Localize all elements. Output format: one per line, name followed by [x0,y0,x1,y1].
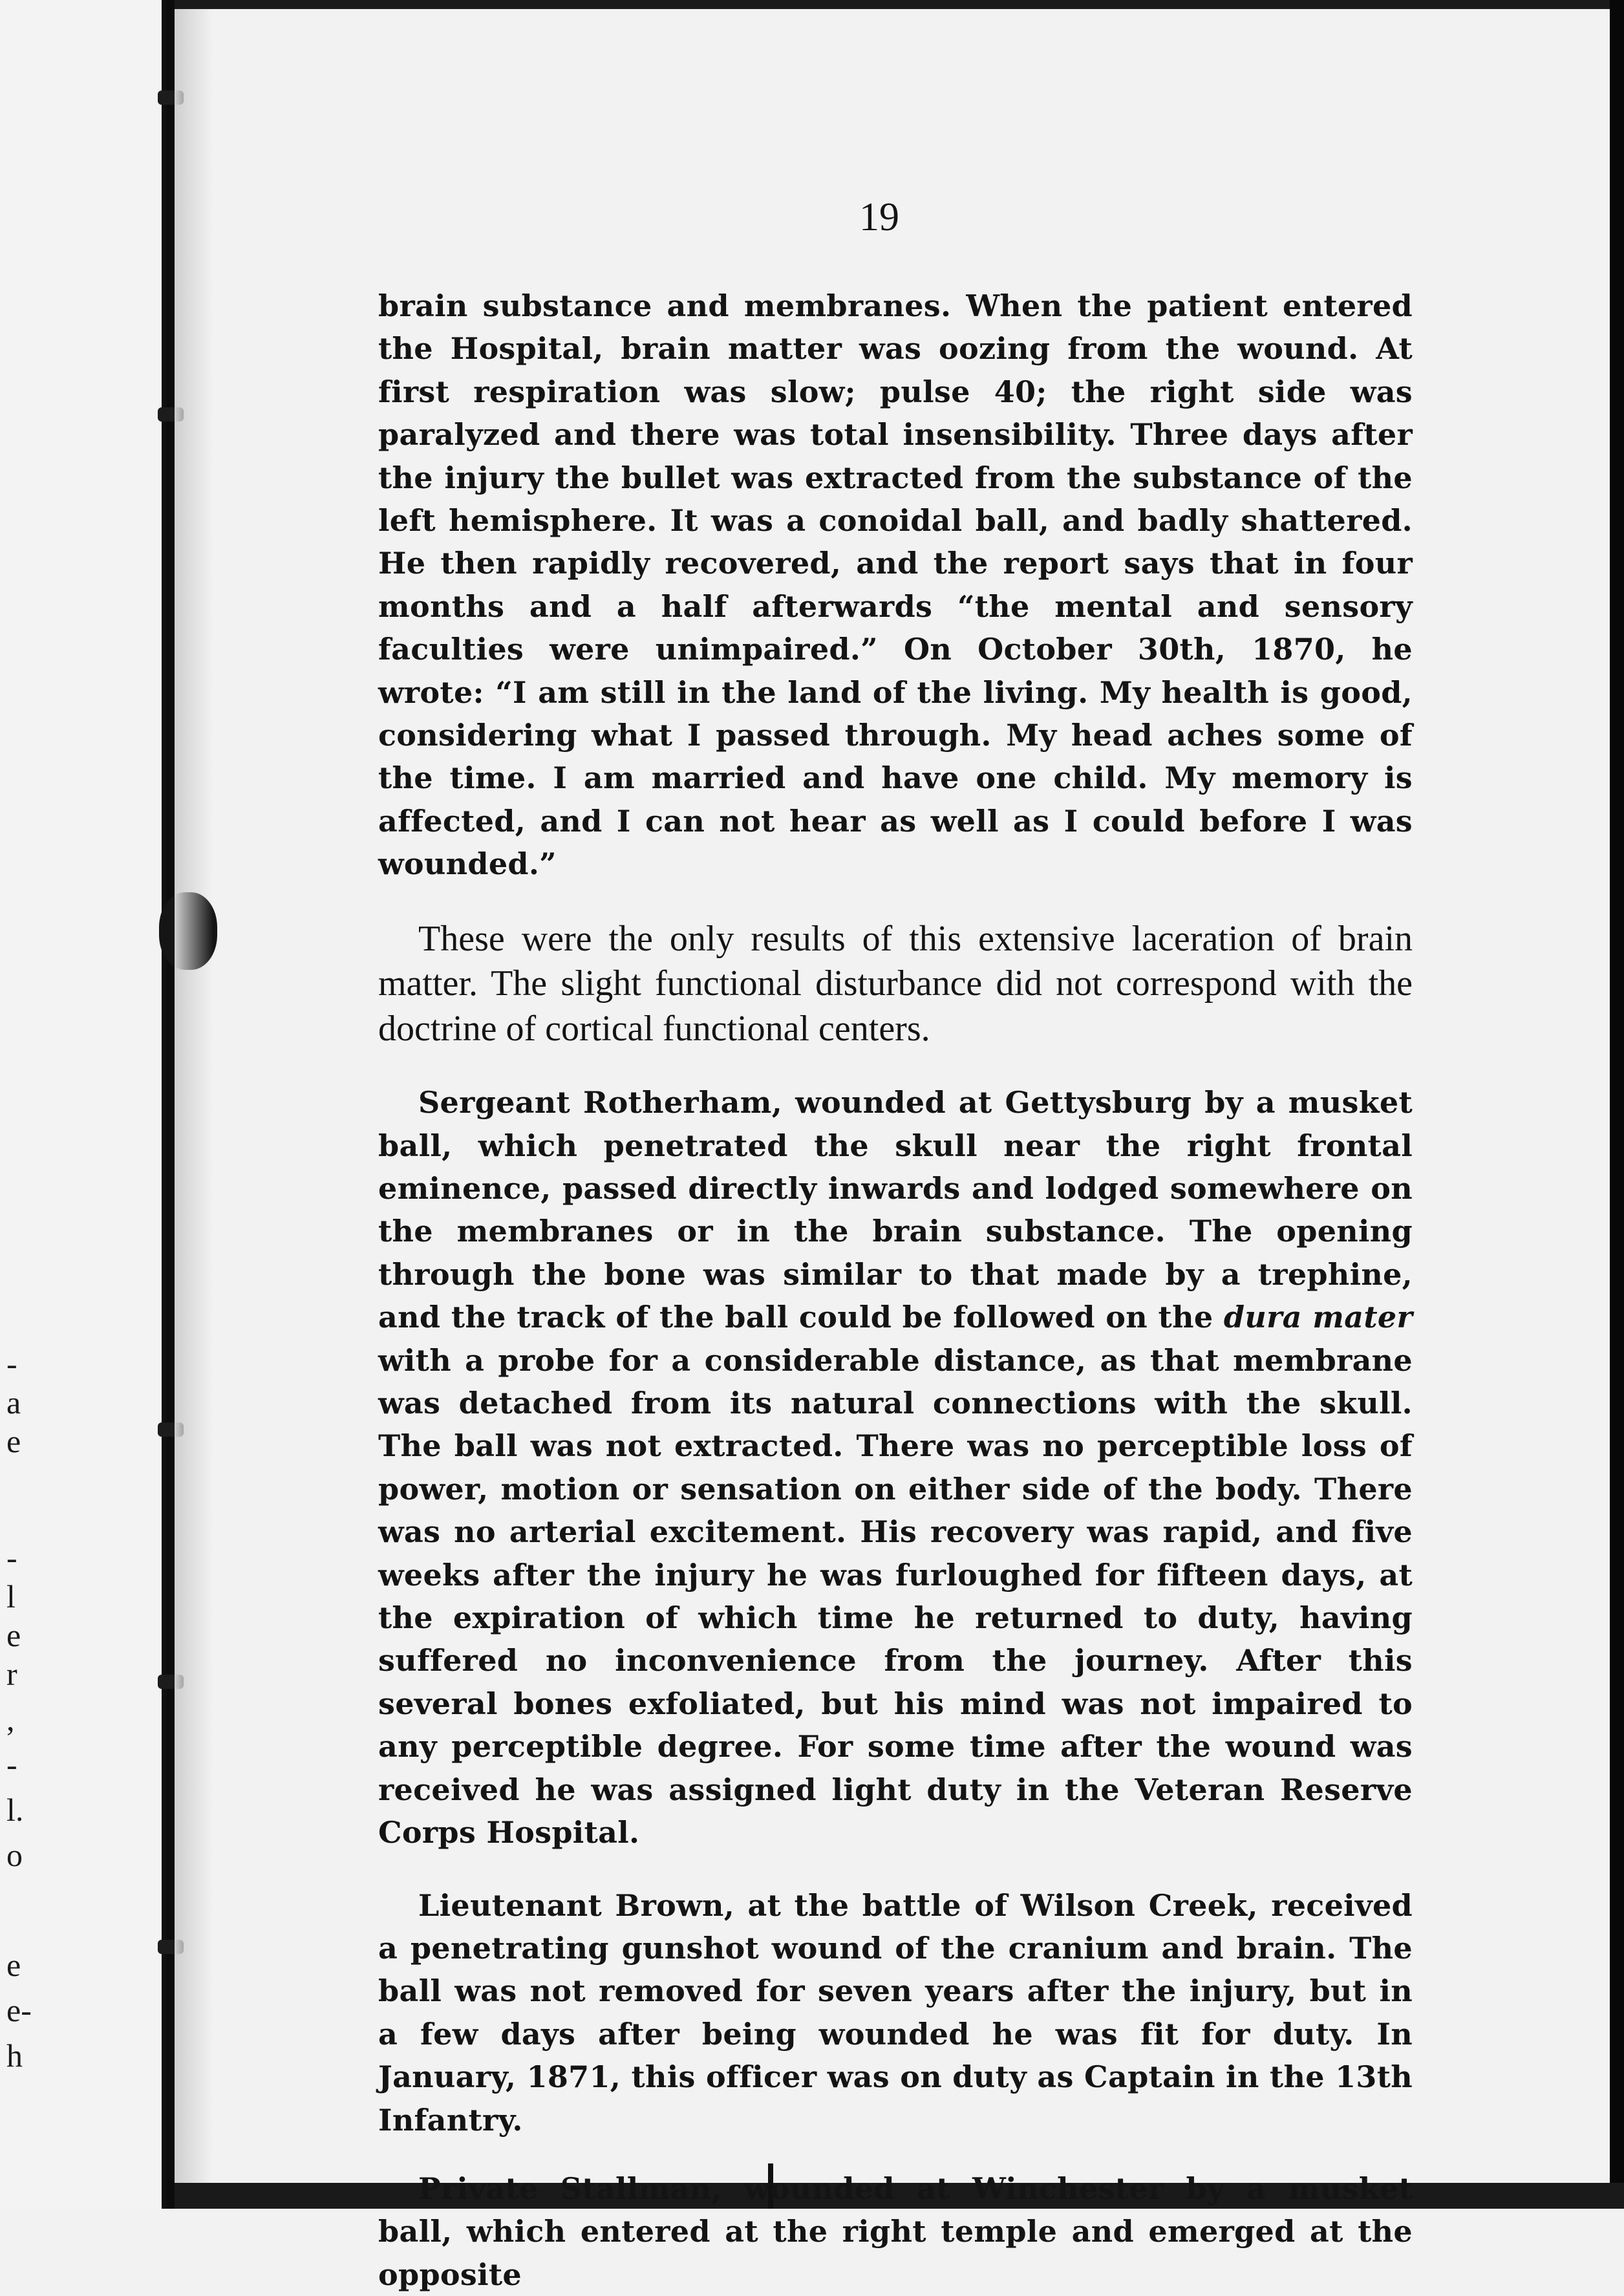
gutter-shadow [175,0,213,2209]
paragraph-continuation: brain substance and membranes. When the patient entered the Hospital, brain matter was oozing from the wound. At first respiration was slow; pulse 40; the right side was paralyzed and there was total insensibility. Three days after the injury the bullet was extracted from the substance of the left hemisphere. It was a conoidal ball, and badly shattered. He then rapidly recovered, and the report says that in four months and a half afterwards “the mental and sensory faculties were unimpaired.” On October 30th, 1870, he wrote: “I am still in the land of the living. My health is good, considering what I passed through. My head aches some of the time. I am married and have one child. My memory is affected, and I can not hear as well as I could before I was wounded.” [378,288,1413,882]
margin-bleed-char: o [6,1837,23,1873]
margin-bleed-char: l [6,1578,16,1615]
margin-bleed-char: e [6,1617,21,1653]
margin-bleed-char: - [6,1746,17,1783]
paragraph-brown: Lieutenant Brown, at the battle of Wilson Creek, received a penetrating gunshot wound of the cranium and brain. The ball was not removed for seven years after the injury, but in a few days after being wounded he was fit for duty. In January, 1871, this officer was on duty as Captain in the 13th Infantry. [378,1887,1413,2138]
paragraph-rotherham-part2: with a probe for a considerable distance, as that membrane was detached from its natural connections with the skull. The ball was not extracted. There was no perceptible loss of power, motion or sensation on either side of the body. There was no arterial excitement. His recovery was rapid, and five weeks after the injury he was furloughed for fifteen days, at the expiration of which time he returned to duty, having suffered no inconvenience from the journey. After this several bones exfoliated, but his mind was not impaired to any perceptible degree. For some time after the wound was received he was assigned light duty in the Veteran Reserve Corps Hospital. [378,1342,1413,1851]
margin-bleed-char: - [6,1540,17,1576]
paragraph-rotherham-part1: Sergeant Rotherham, wounded at Gettysburg by a musket ball, which penetrated the skull near the right frontal eminence, passed directly inwards and lodged somewhere on the membranes or in the brain substance. The opening through the bone was similar to that made by a trephine, and the track of the ball could be followed on the [378,1085,1413,1335]
page-number: 19 [859,195,899,239]
adjacent-page-strip [0,0,162,2209]
margin-bleed-char: a [6,1384,21,1421]
margin-bleed-char: e [6,1423,21,1459]
top-page-edge [175,0,1624,9]
margin-bleed-char: - [6,1346,17,1382]
paragraph-commentary: These were the only results of this extensive laceration of brain matter. The slight functional disturbance did not correspond with the doctrine of cortical functional centers. [378,918,1413,1049]
paragraph-rotherham [378,1081,1413,1854]
paragraph-stallman: Private Stallman, wounded at Winchester by a musket ball, which entered at the right temple and emerged at the opposite [378,2171,1413,2292]
margin-bleed-char: e [6,1947,21,1983]
margin-bleed-char: h [6,2037,23,2074]
margin-bleed-char: r [6,1656,17,1692]
binding-gutter-line [167,0,175,2209]
margin-bleed-char: , [6,1701,15,1737]
right-page-edge [1610,0,1624,2209]
italic-term: dura mater [1223,1300,1413,1335]
margin-bleed-char: l. [6,1792,24,1828]
margin-bleed-char: e- [6,1992,32,2028]
page-body [378,284,1413,2296]
